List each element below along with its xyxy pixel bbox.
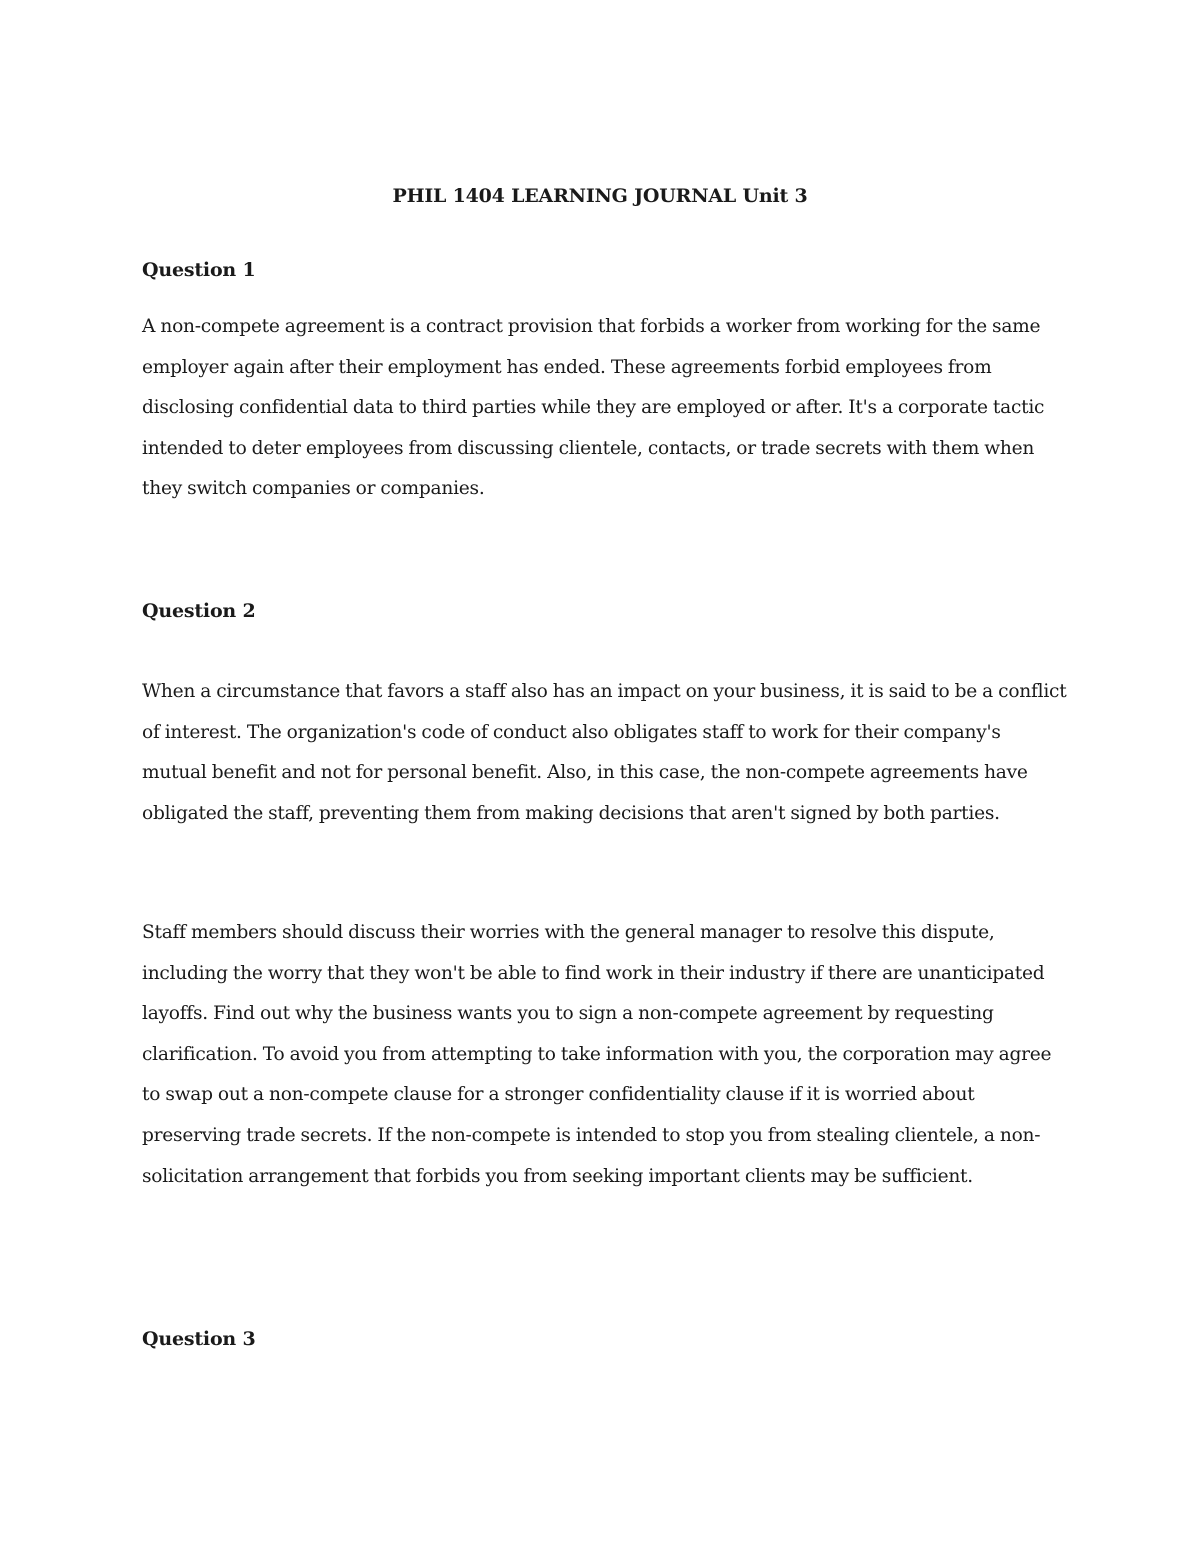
question-1-answer: A non-compete agreement is a contract provision that forbids a worker from working for the same employer again after their employment has ended. These agreements forbid employees from disclosing confidential data to third parties while they are employed or after. It's a corporate tactic intended to deter employees from discussing clientele, contacts, or trade secrets with them when they switch companies or companies.	[142, 316, 1045, 500]
question-1-heading: Question 1	[142, 259, 256, 281]
question-2-answer-paragraph-1: When a circumstance that favors a staff also has an impact on your business, it is said to be a conflict of interest. The organization's code of conduct also obligates staff to work for their company's mutual benefit and not for personal benefit. Also, in this case, the non-compete agreements have obligated the staff, preventing them from making decisions that aren't signed by both parties.	[142, 681, 1067, 824]
question-2-heading: Question 2	[142, 600, 256, 622]
document-title: PHIL 1404 LEARNING JOURNAL Unit 3	[392, 185, 808, 207]
question-2-answer-paragraph-2: Staff members should discuss their worries with the general manager to resolve this dispute, including the worry that they won't be able to find work in their industry if there are unanticipated layoffs. Find out why the business wants you to sign a non-compete agreement by requesting clarification. To avoid you from attempting to take information with you, the corporation may agree to swap out a non-compete clause for a stronger confidentiality clause if it is worried about preserving trade secrets. If the non-compete is intended to stop you from stealing clientele, a non-solicitation arrangement that forbids you from seeking important clients may be sufficient.	[142, 922, 1052, 1187]
question-3-heading: Question 3	[142, 1328, 256, 1350]
